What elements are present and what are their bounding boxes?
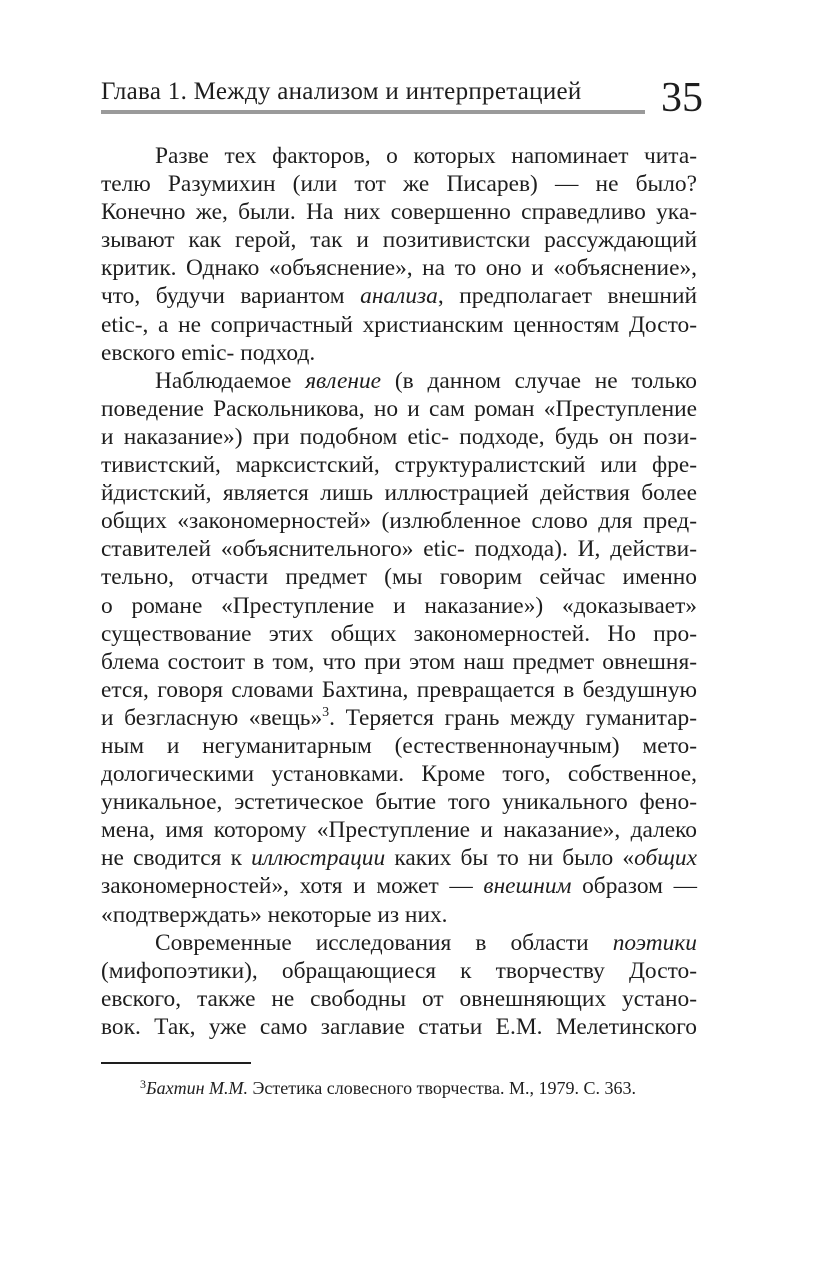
footnote-ref[interactable]: 3 xyxy=(322,704,330,720)
footnote-text: Эстетика словесного творчества. М., 1979. С. 363. xyxy=(248,1078,636,1098)
text-line xyxy=(101,479,697,507)
paragraph xyxy=(101,367,697,929)
text-run: каких бы то ни было « xyxy=(385,845,635,872)
text-line xyxy=(101,198,697,226)
text-run: общих «закономерностей» (излюбленное слово для пред- xyxy=(101,508,697,535)
text-run: критик. Однако «объяснение», на то оно и «объяснение», xyxy=(101,255,697,282)
text-line xyxy=(101,367,697,395)
text-run: и безгласную «вещь» xyxy=(101,704,323,731)
footnote-marker: 3 xyxy=(140,1077,146,1091)
text-run: йдистский, является лишь иллюстрацией действия более xyxy=(101,480,697,507)
text-run: что, будучи вариантом xyxy=(101,283,361,310)
text-run: мена, имя которому «Преступление и наказание», далеко xyxy=(101,817,697,844)
text-line xyxy=(101,620,697,648)
text-line xyxy=(101,170,697,198)
text-line xyxy=(101,957,697,985)
text-line xyxy=(101,254,697,282)
text-run: ставителей «объяснительного» etic- подхода). И, действи- xyxy=(101,536,697,563)
text-line xyxy=(101,311,697,339)
text-line xyxy=(101,563,697,591)
text-line xyxy=(101,929,697,957)
text-line xyxy=(101,648,697,676)
text-run: евского, также не свободны от овнешняющих устано- xyxy=(101,985,697,1012)
italic-text: анализа xyxy=(360,283,438,310)
italic-text: поэтики xyxy=(612,929,697,956)
running-header xyxy=(101,74,645,108)
running-title: Глава 1. Между анализом и интерпретацией xyxy=(101,78,582,105)
text-run: не сводится к xyxy=(101,845,252,872)
text-run: «подтверждать» некоторые из них. xyxy=(101,901,448,928)
footnote-author: Бахтин М.М. xyxy=(146,1078,249,1098)
text-line xyxy=(101,142,697,170)
text-line xyxy=(101,901,697,929)
text-run: Разве тех факторов, о которых напоминает чита- xyxy=(155,143,697,169)
text-run: тивистский, марксистский, структуралистский или фре- xyxy=(101,452,697,479)
text-line xyxy=(101,816,697,844)
text-line xyxy=(101,788,697,816)
text-line xyxy=(101,704,697,732)
text-line xyxy=(101,844,697,872)
paragraph xyxy=(101,929,697,1041)
text-line xyxy=(101,985,697,1013)
text-run: вок. Так, уже само заглавие статьи Е.М. Мелетинского xyxy=(101,1013,697,1040)
text-line xyxy=(101,339,697,367)
text-line xyxy=(101,226,697,254)
text-line xyxy=(101,423,697,451)
text-run: телю Разумихин (или тот же Писарев) — не было? xyxy=(101,171,697,198)
text-line xyxy=(101,1013,697,1041)
footnote xyxy=(140,1076,636,1100)
text-run: ным и негуманитарным (естественнонаучным) мето- xyxy=(101,732,697,759)
paragraph xyxy=(101,142,697,367)
italic-text: иллюстрации xyxy=(251,845,386,872)
text-run: поведение Раскольникова, но и сам роман «Преступление xyxy=(101,395,697,422)
text-line xyxy=(101,535,697,563)
text-run: Наблюдаемое xyxy=(155,367,306,394)
text-run: Современные исследования в области xyxy=(155,929,613,956)
text-run: тельно, отчасти предмет (мы говорим сейчас именно xyxy=(101,564,697,591)
text-run: о романе «Преступление и наказание») «доказывает» xyxy=(101,592,697,619)
text-line xyxy=(101,282,697,310)
italic-text: внешним xyxy=(483,873,572,900)
text-run: закономерностей», хотя и может — xyxy=(101,873,484,900)
text-run: etic-, а не сопричастный христианским ценностям Досто- xyxy=(101,311,697,338)
text-run: уникальное, эстетическое бытие того уникального фено- xyxy=(101,789,697,816)
footnote-rule xyxy=(101,1062,251,1064)
page-number: 35 xyxy=(661,75,703,121)
text-run: дологическими установками. Кроме того, собственное, xyxy=(101,761,697,788)
text-line xyxy=(101,872,697,900)
text-run: и наказание») при подобном etic- подходе, будь он пози- xyxy=(101,423,697,450)
text-run: образом — xyxy=(571,873,697,900)
italic-text: явление xyxy=(305,367,382,394)
text-run: (мифопоэтики), обращающиеся к творчеству Досто- xyxy=(101,957,697,984)
text-run: , предполагает внешний xyxy=(437,283,697,310)
text-run: блема состоит в том, что при этом наш предмет овнешня- xyxy=(101,648,697,675)
text-line xyxy=(101,760,697,788)
text-line xyxy=(101,676,697,704)
text-run: . Теряется грань между гуманитар- xyxy=(329,704,697,731)
italic-text: общих xyxy=(634,845,697,872)
text-line xyxy=(101,592,697,620)
text-line xyxy=(101,395,697,423)
text-run: (в данном случае не только xyxy=(381,367,697,394)
text-run: существование этих общих закономерностей. Но про- xyxy=(101,620,697,647)
text-line xyxy=(101,451,697,479)
text-line xyxy=(101,507,697,535)
text-run: Конечно же, были. На них совершенно справедливо ука- xyxy=(101,199,697,226)
text-run: ется, говоря словами Бахтина, превращается в бездушную xyxy=(101,676,697,703)
header-rule xyxy=(101,110,645,114)
text-line xyxy=(101,732,697,760)
text-run: зывают как герой, так и позитивистски рассуждающий xyxy=(101,227,697,254)
text-run: евского emic- подход. xyxy=(101,339,316,366)
main-text xyxy=(101,142,697,1041)
